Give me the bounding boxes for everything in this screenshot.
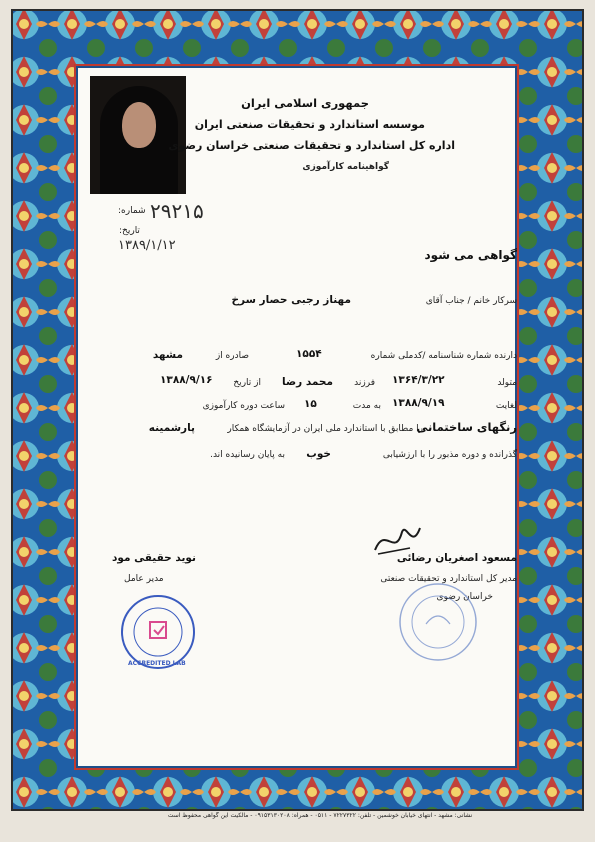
issued-label: صادره از (215, 351, 249, 361)
child-label: فرزند (354, 378, 375, 388)
header-line-2: موسسه استاندارد و تحقیقات صنعتی ایران (194, 118, 425, 131)
result-text-2: به پایان رسانیده اند. (210, 450, 285, 460)
salutation-label: سرکار خانم / جناب آقای (425, 296, 517, 306)
lab-name: پارشمینه (148, 422, 195, 434)
number-value: ۲۹۲۱۵ (150, 199, 204, 223)
signature-right-title-2: خراسان رضوی (436, 592, 493, 602)
recipient-name: مهناز رجبی حصار سرخ (231, 294, 351, 306)
header-line-3: اداره کل استاندارد و تحقیقات صنعتی خراسان رضوی (168, 139, 455, 152)
portrait-photo (90, 76, 186, 194)
from-date-label: از تاریخ (233, 378, 261, 388)
certifies-heading: گواهی می شود (424, 248, 517, 262)
date-value: ۱۳۸۹/۱/۱۲ (118, 238, 176, 253)
signature-left-title: مدیر عامل (124, 574, 164, 584)
hours: ۱۵ (304, 398, 317, 410)
seal-label: ACCREDITED LAB (128, 660, 186, 667)
header-line-1: جمهوری اسلامی ایران (241, 96, 369, 110)
duration-label: به مدت (352, 401, 381, 411)
father-name: محمد رضا (282, 376, 333, 388)
signature-right-name: مسعود اصغریان رضائی (396, 552, 517, 564)
course-label: ساعت دوره کارآموزی (202, 401, 285, 411)
result-text-1: گذرانده و دوره مذبور را با ارزشیابی (382, 450, 517, 460)
id-label: دارنده شماره شناسنامه /کدملی شماره (370, 351, 517, 361)
until-date: ۱۳۸۸/۹/۱۹ (392, 397, 445, 409)
signature-left-name: نوید حقیقی مود (112, 552, 196, 564)
signature-right-title-1: مدیر کل استاندارد و تحقیقات صنعتی (380, 574, 517, 584)
footer-address: نشانی: مشهد - انتهای خیابان خوشمین - تلفن: ۷۲۲۷۳۲۲ - ۰۵۱۱ - همراه: ۰۹۱۵۳۱۳۰۲۰۸ - مالکیت این گواهی محفوظ است (167, 812, 473, 819)
grade: خوب (306, 448, 331, 460)
born-label: متولد (497, 378, 517, 388)
id-number: ۱۵۵۴ (296, 348, 322, 360)
course-name: رنگهای ساختمانی (416, 420, 517, 434)
header-line-4: گواهینامه کارآموزی (302, 162, 389, 172)
birth-date: ۱۳۶۴/۳/۲۲ (392, 374, 445, 386)
official-stamp (396, 580, 480, 664)
until-label: لغایت (495, 401, 517, 411)
issued-city: مشهد (152, 349, 183, 361)
date-label: تاریخ: (119, 226, 140, 236)
course-text: را مطابق با استاندارد ملی ایران در آزمایشگاه همکار (227, 424, 423, 434)
from-date: ۱۳۸۸/۹/۱۶ (160, 374, 213, 386)
number-label: شماره: (118, 206, 146, 216)
